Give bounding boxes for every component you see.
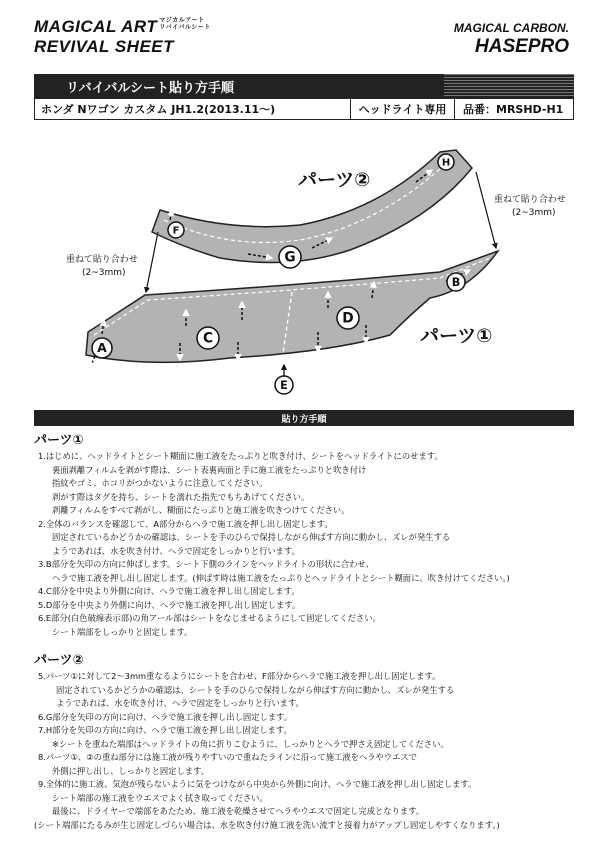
- parts2-step-line: 7.H部分を矢印の方向に向け、ヘラで施工液を押し出し固定します。: [38, 725, 292, 735]
- marker-a: [92, 338, 112, 358]
- parts2-step-line: 6.G部分を矢印の方向に向け、ヘラで施工液を押し出し固定します。: [38, 711, 292, 722]
- parts1-label: パーツ①: [420, 325, 493, 347]
- parts1-step-line: 剥がす際はタグを持ち、シートを濡れた指先でもちあげてください。: [52, 491, 310, 502]
- parts2-heading: パーツ②: [34, 653, 84, 668]
- overlap-left-label-1: 重ねて貼り合わせ: [66, 255, 138, 265]
- marker-g: [279, 246, 301, 268]
- parts1-step-line: 剥離フィルムをすべて剥がし、糊面にたっぷりと施工液を吹きつけてください。: [52, 505, 350, 515]
- parts1-step-line: 指紋やゴミ、ホコリがつかないように注意してください。: [52, 478, 268, 488]
- marker-e: [275, 376, 293, 394]
- parts2-step-line: 固定されているかどうかの確認は、シートを手のひらで保持しながら伸ばす方向に動かし、ズレが発生する: [56, 684, 455, 695]
- parts1-step-line: 2.全体のバランスを確認して、A部分からヘラで施工液を押し出し固定します。: [38, 518, 333, 529]
- parts2-step-line: 8.パーツ①、②の重ね部分には施工液が残りやすいので重ねたラインに沿って施工液をヘラやウエスで: [38, 752, 417, 762]
- page-title: リバイバルシート貼り方手順: [66, 80, 235, 96]
- svg-text:A: A: [97, 340, 107, 356]
- parts2-step-line: 9.全体的に施工液、気泡が残らないように気をつけながら中央から外側に向け、ヘラで施工液を押し出し固定します。: [38, 779, 477, 789]
- parts2-step-line: 最後に、ドライヤーで端部をあたため、施工液を乾燥させてヘラやウエスで固定し完成となります。: [52, 806, 425, 816]
- marker-h: [438, 154, 454, 170]
- hasepro-text: HASEPRO: [475, 36, 569, 57]
- parts1-step-line: ようであれば、水を吹き付け、ヘラで固定をしっかりと行います。: [52, 545, 300, 556]
- magical-carbon-text: MAGICAL CARBON.: [453, 21, 569, 35]
- parts1-step-line: 4.C部分を中央より外側に向け、ヘラで施工液を押し出し固定します。: [38, 586, 300, 596]
- svg-text:C: C: [202, 330, 214, 347]
- svg-text:E: E: [280, 378, 288, 392]
- parts2-step-line: シート端部の施工液をウエスでよく拭き取ってください。: [52, 792, 268, 803]
- overlap-left-label-2: (2~3mm): [82, 268, 126, 278]
- parts2-step-line: 5.パーツ①に対して2〜3mm重なるようにシートを合わせ、F部分からヘラで施工液を押し出し固定します。: [38, 671, 441, 681]
- marker-c: [197, 327, 219, 349]
- parts1-step-line: 1.はじめに、ヘッドライトとシート糊面に施工液をたっぷりと吹き付け、シートをヘッドライトにのせます。: [38, 451, 443, 461]
- title-stripes: [444, 74, 574, 98]
- overlap-right-label-1: 重ねて貼り合わせ: [494, 195, 566, 205]
- overlap-right-line: [476, 172, 496, 248]
- svg-text:B: B: [451, 275, 461, 289]
- hasepro-logo: [454, 22, 569, 56]
- parts1-step-line: 裏面剥離フィルムを剥がす際は、シート表裏両面と手に施工液をたっぷりと吹き付け: [52, 464, 367, 475]
- magical-art-logo: [34, 18, 211, 55]
- parts1-step-line: シート端部をしっかりと固定します。: [52, 626, 193, 637]
- marker-b: [447, 273, 465, 291]
- parts2-step-line: 外側に押し出し、しっかりと固定します。: [52, 765, 209, 776]
- usage-label: ヘッドライト専用: [351, 99, 455, 119]
- title-bar: [34, 74, 574, 98]
- parts1-step-line: 3.B部分を矢印の方向に伸ばします。シート下側のラインをヘッドライトの形状に合わせ、: [38, 559, 374, 569]
- parts1-instructions: [34, 432, 579, 639]
- overlap-right-label-2: (2~3mm): [512, 208, 556, 218]
- svg-text:G: G: [284, 249, 296, 266]
- parts2-sheet: [152, 150, 472, 263]
- parts1-step-line: 固定されているかどうかの確認は、シートを手のひらで保持しながら伸ばす方向に動かし、ズレが発生する: [52, 532, 451, 542]
- parts1-step-line: 6.E部分(白色破線表示部)の角アール部はシートをなじませるようにして固定してください。: [38, 613, 381, 623]
- parts2-step-line: ようであれば、水を吹き付け、ヘラで固定をしっかりと行います。: [56, 698, 304, 708]
- installation-diagram: [0, 120, 607, 410]
- svg-text:D: D: [342, 310, 354, 327]
- logo-jp-line2: リバイバルシート: [159, 25, 211, 31]
- logo-line1: MAGICAL ART: [34, 17, 158, 36]
- parts1-step-line: ヘラで施工液を押し出し固定します。(伸ばす時は施工液をたっぷりとヘッドライトとシート糊面に、吹き付けてください。): [52, 572, 510, 583]
- steps-section-title: 貼り方手順: [281, 414, 327, 425]
- parts2-label: パーツ②: [298, 169, 371, 191]
- car-model: ホンダ Nワゴン カスタム JH1.2(2013.11〜): [35, 99, 351, 119]
- svg-text:H: H: [441, 157, 451, 169]
- parts1-heading: パーツ①: [34, 433, 84, 448]
- marker-f: [168, 222, 184, 238]
- logo-jp-line1: マジカルアート: [159, 18, 205, 24]
- parts2-step-line: (シート端部にたるみが生じ固定しづらい場合は、水を吹き付け施工液を洗い流すと接着力がアップし固定しやすくなります。): [34, 819, 500, 830]
- logo-line2: REVIVAL SHEET: [34, 37, 175, 56]
- marker-d: [337, 307, 359, 329]
- part-number: 品番：MRSHD-H1: [463, 103, 564, 116]
- info-bar: [34, 98, 574, 120]
- parts1-step-line: 5.D部分を中央より外側に向け、ヘラで施工液を押し出し固定します。: [38, 599, 301, 610]
- overlap-left-line: [146, 232, 158, 292]
- steps-section-bar: [34, 410, 574, 426]
- parts2-step-line: ※シートを重ねた端部はヘッドライトの角に折りこむように、しっかりとヘラで押さえ固定してください。: [52, 738, 449, 749]
- svg-text:F: F: [172, 225, 180, 237]
- parts2-instructions: [34, 652, 579, 832]
